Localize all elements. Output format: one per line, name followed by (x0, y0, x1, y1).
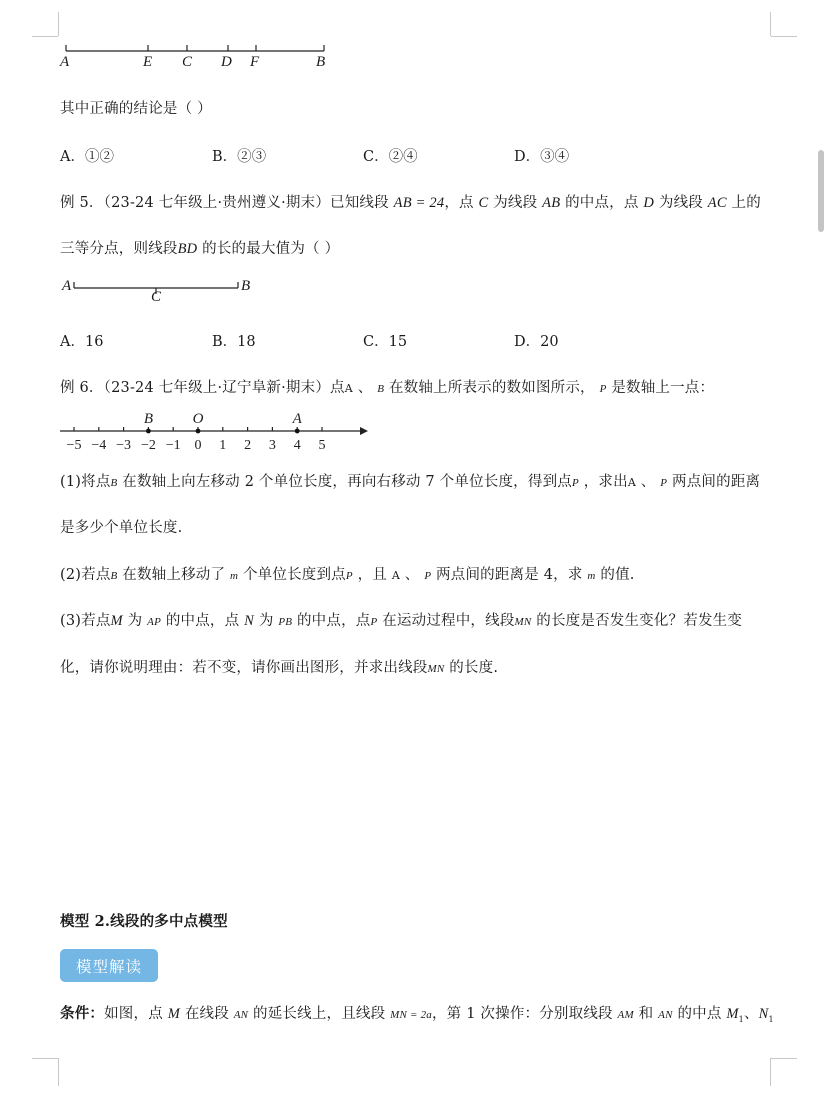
ex5-ab-eq: AB = 24 (393, 195, 445, 211)
ex6-part1-line-1: (1)将点B 在数轴上向左移动 2 个单位长度，再向右移动 7 个单位长度，得到点P ，求出A 、 P 两点间的距离 (60, 474, 761, 490)
ex6-part3-line-2: 化，请你说明理由：若不变，请你画出图形，并求出线段MN 的长度. (60, 660, 499, 676)
ex5-fig-label-a: A (62, 278, 72, 294)
ex6-part1-line-2: 是多少个单位长度. (60, 520, 183, 536)
fig1-label-a: A (60, 54, 70, 70)
crop-mark-tr-v (770, 12, 771, 36)
number-line-tick-label: 2 (244, 438, 252, 453)
crop-mark-br-v (770, 1058, 771, 1086)
ex5-source: （23-24 七年级上·贵州遵义·期末） (103, 195, 331, 211)
ex5-option-d[interactable]: D．20 (514, 334, 559, 350)
fig1-label-f: F (250, 54, 260, 70)
condition-label: 条件： (60, 1005, 105, 1022)
ex6-line-1: 例 6．（23-24 七年级上·辽宁阜新·期末）点A 、 B 在数轴上所表示的数如图所示， P 是数轴上一点： (60, 380, 715, 396)
fig1-label-b: B (316, 54, 326, 70)
number-line-point-o (196, 429, 201, 434)
segment-figure-1 (60, 42, 332, 72)
ex5-line-2: 三等分点，则线段BD 的长的最大值为（ ） (60, 241, 340, 257)
number-line-tick-label: −5 (66, 438, 82, 453)
ex5-option-a[interactable]: A．16 (60, 334, 104, 350)
crop-mark-bl-v (58, 1058, 59, 1086)
ex6-source: （23-24 七年级上·辽宁阜新·期末） (103, 380, 331, 396)
ex5-option-b[interactable]: B．18 (212, 334, 256, 350)
fig1-label-e: E (143, 54, 153, 70)
ex5-line-1: 例 5．（23-24 七年级上·贵州遵义·期末）已知线段 AB = 24，点 C 为线段 AB 的中点，点 D 为线段 AC 上的 (60, 195, 761, 211)
crop-mark-tl-v (58, 12, 59, 36)
number-line-point-b (146, 429, 151, 434)
ex5-fig-label-c: C (151, 289, 162, 305)
number-line-tick-label: 4 (293, 438, 301, 453)
crop-mark-br-h (771, 1058, 797, 1059)
fig1-label-d: D (221, 54, 232, 70)
q4-prompt: 其中正确的结论是（ ） (60, 101, 212, 117)
crop-mark-tr-h (771, 36, 797, 37)
number-line-tick-label: −4 (91, 438, 107, 453)
number-line-point-a (295, 429, 300, 434)
ex5-label: 例 5． (60, 195, 104, 211)
number-line-tick-label: −3 (116, 438, 132, 453)
crop-mark-bl-h (32, 1058, 58, 1059)
ex5-fig-label-b: B (241, 278, 251, 294)
number-line-tick-label: 3 (268, 438, 276, 453)
ex6-part3-line-1: (3)若点M 为 AP 的中点，点 N 为 PB 的中点，点P 在运动过程中，线段MN 的长度是否发生变化？若发生变 (60, 613, 743, 629)
q4-option-c[interactable]: C．②④ (363, 149, 418, 165)
fig1-label-c: C (182, 54, 193, 70)
number-line-tick-label: −2 (140, 438, 156, 453)
q4-option-a[interactable]: A．①② (60, 149, 114, 165)
model-explanation-badge: 模型解读 (60, 949, 158, 982)
axis-arrow (360, 427, 368, 435)
number-line-point-label: A (292, 411, 302, 427)
number-line-tick-label: 1 (219, 438, 227, 453)
q4-option-b[interactable]: B．②③ (212, 149, 267, 165)
number-line-point-label: B (143, 411, 153, 427)
q4-option-d[interactable]: D．③④ (514, 149, 570, 165)
number-line-tick-label: −1 (165, 438, 181, 453)
ex6-part2: (2)若点B 在数轴上移动了 m 个单位长度到点P ，且 A 、 P 两点间的距离是 4，求 m 的值. (60, 567, 635, 583)
number-line-tick-label: 5 (318, 438, 326, 453)
number-line-point-label: O (192, 411, 204, 427)
number-line (60, 405, 370, 453)
crop-mark-tl-h (32, 36, 58, 37)
ex5-option-c[interactable]: C．15 (363, 334, 408, 350)
model2-condition: 条件：如图，点 M 在线段 AN 的延长线上，且线段 MN = 2a，第 1 次操作：分别取线段 AM 和 AN 的中点 $M_1$、$N_1$ (60, 1005, 774, 1024)
ex6-label: 例 6． (60, 380, 104, 396)
vertical-scrollbar-thumb[interactable] (818, 150, 824, 232)
model2-heading: 模型 2.线段的多中点模型 (60, 913, 228, 930)
number-line-tick-label: 0 (194, 438, 202, 453)
